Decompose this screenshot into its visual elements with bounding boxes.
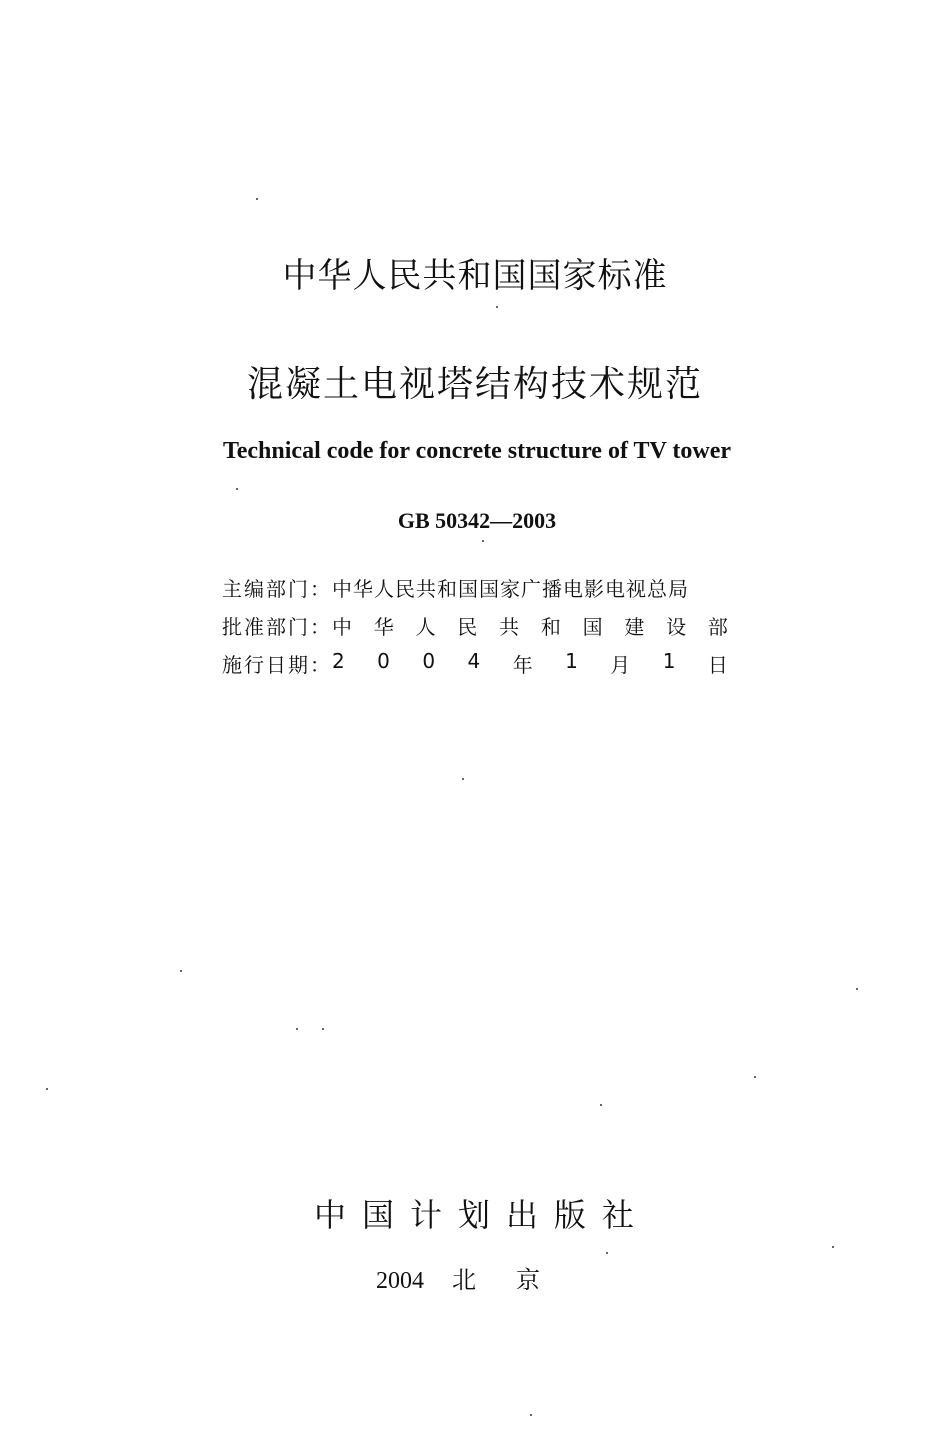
scan-speck — [754, 1076, 756, 1078]
scan-speck — [180, 970, 182, 972]
publisher-char: 中 — [314, 1196, 347, 1234]
editor-label: 主编部门： — [222, 576, 332, 601]
scan-speck — [46, 1088, 48, 1090]
approver-value — [332, 611, 732, 640]
effective-date-row — [222, 650, 732, 676]
date-char: 0 — [377, 648, 390, 673]
date-char: 年 — [512, 652, 533, 677]
date-char: 0 — [422, 648, 436, 673]
date-char: 1 — [662, 648, 676, 673]
approver-char: 中 — [332, 614, 352, 639]
scan-speck — [600, 1104, 602, 1106]
publication-year: 2004 — [376, 1268, 424, 1294]
document-title-english: Technical code for concrete structure of TV tower — [222, 438, 732, 464]
approver-char: 华 — [373, 614, 394, 639]
approver-char: 国 — [582, 614, 603, 639]
publisher-char: 出 — [505, 1196, 538, 1234]
publisher-char: 社 — [601, 1196, 634, 1234]
scan-speck — [530, 1414, 532, 1416]
approver-char: 部 — [707, 614, 728, 639]
scan-speck — [832, 1246, 834, 1248]
scan-speck — [496, 306, 498, 308]
publisher-char: 版 — [553, 1196, 586, 1234]
approver-char: 建 — [624, 614, 645, 639]
approver-char: 人 — [415, 614, 436, 639]
approver-char: 民 — [457, 614, 478, 639]
scan-speck — [856, 988, 858, 990]
document-title-chinese: 混凝土电视塔结构技术规范 — [246, 364, 703, 405]
scan-speck — [322, 1028, 324, 1030]
date-char: 月 — [610, 652, 631, 677]
publication-year-city — [376, 1260, 580, 1295]
scan-speck — [256, 198, 258, 200]
scan-speck — [462, 778, 464, 780]
date-char: 日 — [707, 652, 728, 677]
standard-code: GB 50342—2003 — [397, 508, 557, 533]
scan-speck — [236, 488, 238, 490]
date-char: 4 — [467, 648, 481, 673]
publisher-char: 划 — [457, 1196, 490, 1234]
effective-date-value — [332, 649, 732, 678]
approver-char: 设 — [666, 614, 687, 639]
approver-label: 批准部门： — [222, 614, 332, 639]
editor-value: 中华人民共和国国家广播电影电视总局 — [332, 576, 689, 601]
publisher-char: 国 — [361, 1196, 394, 1234]
scan-speck — [296, 1028, 298, 1030]
editor-row — [222, 574, 732, 600]
effective-date-label: 施行日期： — [222, 652, 332, 677]
scan-speck — [482, 540, 484, 542]
approver-char: 共 — [499, 614, 520, 639]
scan-speck — [606, 1252, 608, 1254]
publisher-name — [314, 1190, 634, 1234]
publisher-char: 计 — [409, 1196, 442, 1234]
publication-city: 北京 — [452, 1266, 580, 1294]
date-char: 2 — [332, 648, 345, 673]
approver-row — [222, 612, 732, 638]
standard-type-heading: 中华人民共和国国家标准 — [282, 256, 668, 296]
date-char: 1 — [565, 648, 578, 673]
approver-char: 和 — [540, 614, 561, 639]
